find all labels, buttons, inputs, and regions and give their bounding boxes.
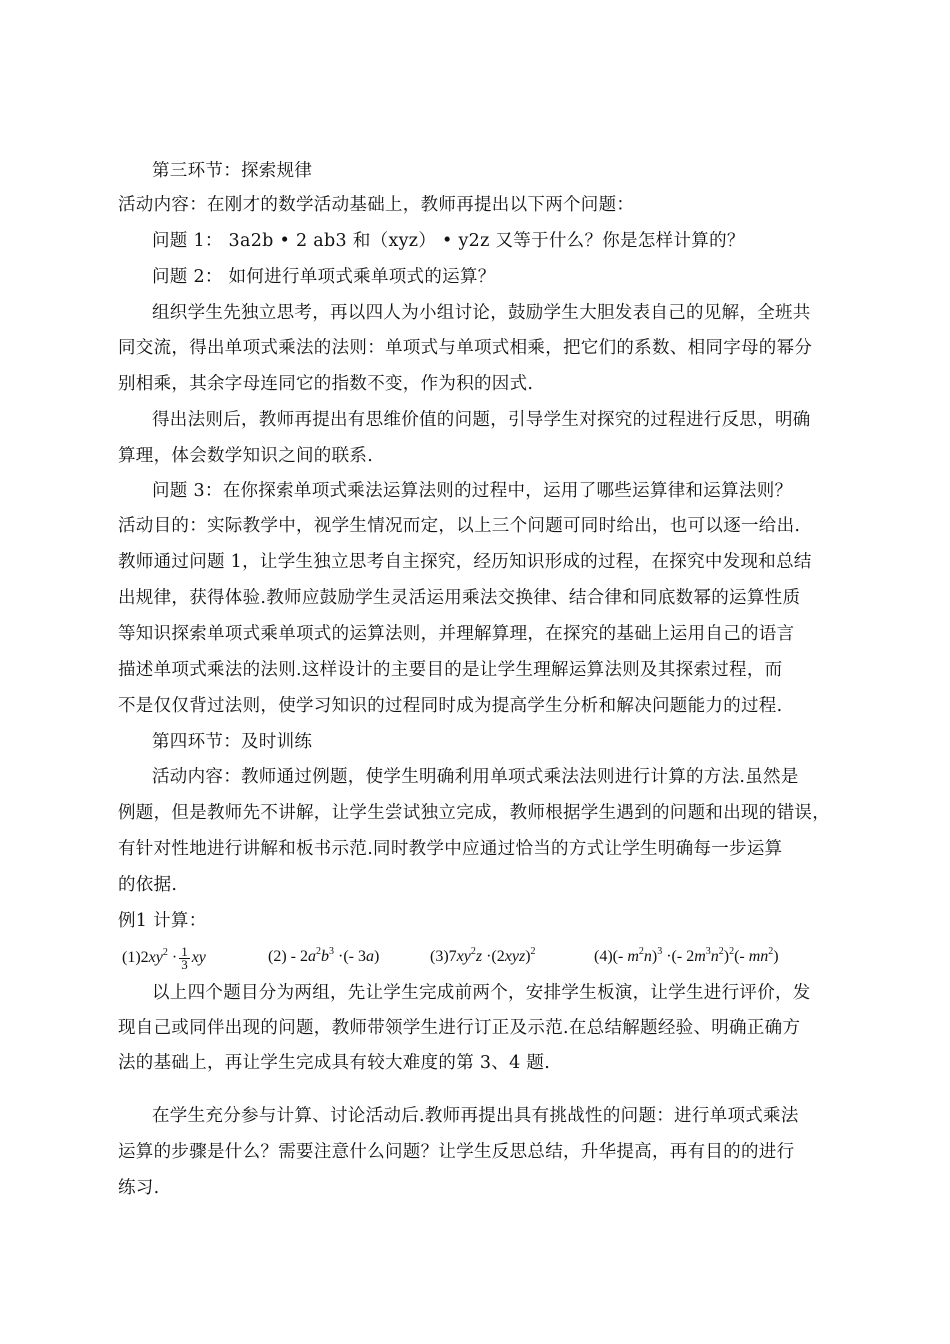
formula-text: ) bbox=[723, 948, 730, 965]
formula-text: ) bbox=[773, 948, 779, 965]
paragraph-line: 等知识探索单项式乘单项式的运算法则，并理解算理，在探究的基础上运用自己的语言 bbox=[118, 624, 795, 644]
formula-exp: 3 bbox=[705, 946, 711, 957]
paragraph-line: 教师通过问题 1，让学生独立思考自主探究，经历知识形成的过程，在探究中发现和总结 bbox=[118, 552, 812, 572]
paragraph-line: 现自己或同伴出现的问题，教师带领学生进行订正及示范.在总结解题经验、明确正确方 bbox=[118, 1018, 801, 1038]
formula-exp: 2 bbox=[768, 946, 774, 957]
formula-text: (1)2 bbox=[122, 949, 149, 967]
example-formula-1 bbox=[122, 946, 206, 971]
formula-var: n bbox=[710, 948, 719, 965]
paragraph-line: 出规律，获得体验.教师应鼓励学生灵活运用乘法交换律、结合律和同底数幂的运算性质 bbox=[118, 588, 801, 608]
formula-exp: 2 bbox=[718, 946, 724, 957]
paragraph-line: 例题，但是教师先不讲解，让学生尝试独立完成，教师根据学生遇到的问题和出现的错误， bbox=[118, 803, 830, 823]
paragraph-line: 活动内容：教师通过例题，使学生明确利用单项式乘法法则进行计算的方法.虽然是 bbox=[152, 767, 799, 787]
formula-var: a bbox=[365, 948, 374, 965]
example-heading: 例1 计算： bbox=[118, 911, 207, 931]
paragraph-line: 同交流，得出单项式乘法的法则：单项式与单项式相乘，把它们的系数、相同字母的幂分 bbox=[118, 338, 813, 358]
paragraph-line: 组织学生先独立思考，再以四人为小组讨论，鼓励学生大胆发表自己的见解，全班共 bbox=[152, 303, 811, 323]
formula-exp: 2 bbox=[729, 946, 735, 957]
formula-var: xy bbox=[148, 949, 163, 967]
formula-exp: 3 bbox=[328, 946, 334, 957]
paragraph-line: 描述单项式乘法的法则.这样设计的主要目的是让学生理解运算法则及其探索过程，而 bbox=[118, 660, 783, 680]
paragraph-line: 的依据. bbox=[118, 875, 178, 895]
example-formula-2 bbox=[268, 946, 379, 966]
formula-text: ) bbox=[525, 948, 531, 965]
section-heading-3: 第三环节：探索规律 bbox=[152, 161, 313, 181]
formula-text: (3)7 bbox=[430, 948, 457, 965]
formula-exp: 2 bbox=[162, 947, 168, 959]
formula-text: ) bbox=[373, 948, 380, 965]
formula-exp: 3 bbox=[657, 946, 663, 957]
paragraph-line: 不是仅仅背过法则，使学习知识的过程同时成为提高学生分析和解决问题能力的过程. bbox=[118, 696, 783, 716]
paragraph-line: 运算的步骤是什么？需要注意什么问题？让学生反思总结，升华提高，再有目的的进行 bbox=[118, 1142, 795, 1162]
paragraph-line: 活动目的：实际教学中，视学生情况而定，以上三个问题可同时给出，也可以逐一给出. bbox=[118, 516, 801, 536]
section-heading-4: 第四环节：及时训练 bbox=[152, 732, 313, 752]
formula-var: xyz bbox=[504, 948, 526, 965]
paragraph-line: 以上四个题目分为两组，先让学生完成前两个，安排学生板演，让学生进行评价，发 bbox=[152, 983, 811, 1003]
formula-text: ·(- 2 bbox=[662, 948, 695, 965]
fraction-denominator: 3 bbox=[181, 957, 188, 972]
fraction-numerator: 1 bbox=[181, 944, 188, 959]
formula-exp: 2 bbox=[315, 946, 321, 957]
question-1: 问题 1： 3a2b • 2 ab3 和（xyz） • y2z 又等于什么？你是怎样计算的？ bbox=[152, 231, 745, 251]
formula-text: (2) - 2 bbox=[268, 948, 308, 965]
formula-var: a bbox=[307, 948, 316, 965]
formula-var: xy bbox=[191, 949, 206, 967]
formula-exp: 2 bbox=[470, 946, 476, 957]
example-formula-4 bbox=[594, 946, 779, 966]
paragraph-line: 得出法则后，教师再提出有思维价值的问题，引导学生对探究的过程进行反思，明确 bbox=[152, 410, 811, 430]
formula-text: ·(- 3 bbox=[333, 948, 366, 965]
example-formula-3 bbox=[430, 946, 536, 966]
formula-var: b bbox=[320, 948, 329, 965]
formula-var: m bbox=[694, 948, 706, 965]
formula-var: m bbox=[627, 948, 639, 965]
formula-text: · bbox=[167, 949, 178, 967]
formula-text: ·(2 bbox=[482, 948, 505, 965]
paragraph-line: 法的基础上，再让学生完成具有较大难度的第 3、4 题. bbox=[118, 1053, 551, 1073]
formula-var: mn bbox=[748, 948, 769, 965]
paragraph-line: 有针对性地进行讲解和板书示范.同时教学中应通过恰当的方式让学生明确每一步运算 bbox=[118, 839, 783, 859]
paragraph-line: 在学生充分参与计算、讨论活动后.教师再提出具有挑战性的问题：进行单项式乘法 bbox=[152, 1106, 799, 1126]
formula-exp: 2 bbox=[638, 946, 644, 957]
fraction bbox=[179, 946, 190, 971]
formula-text: (- bbox=[734, 948, 749, 965]
formula-exp: 2 bbox=[530, 946, 536, 957]
paragraph-line: 练习. bbox=[118, 1178, 160, 1198]
formula-var: z bbox=[475, 948, 483, 965]
question-3: 问题 3：在你探索单项式乘法运算法则的过程中，运用了哪些运算律和运算法则？ bbox=[152, 481, 793, 501]
formula-text: (4)(- bbox=[594, 948, 628, 965]
formula-var: xy bbox=[456, 948, 471, 965]
question-2: 问题 2： 如何进行单项式乘单项式的运算？ bbox=[152, 267, 496, 287]
paragraph-line: 算理，体会数学知识之间的联系. bbox=[118, 446, 374, 466]
paragraph-line: 活动内容：在刚才的数学活动基础上，教师再提出以下两个问题： bbox=[118, 195, 635, 215]
formula-text: ) bbox=[651, 948, 658, 965]
paragraph-line: 别相乘，其余字母连同它的指数不变，作为积的因式. bbox=[118, 374, 534, 394]
formula-var: n bbox=[643, 948, 652, 965]
